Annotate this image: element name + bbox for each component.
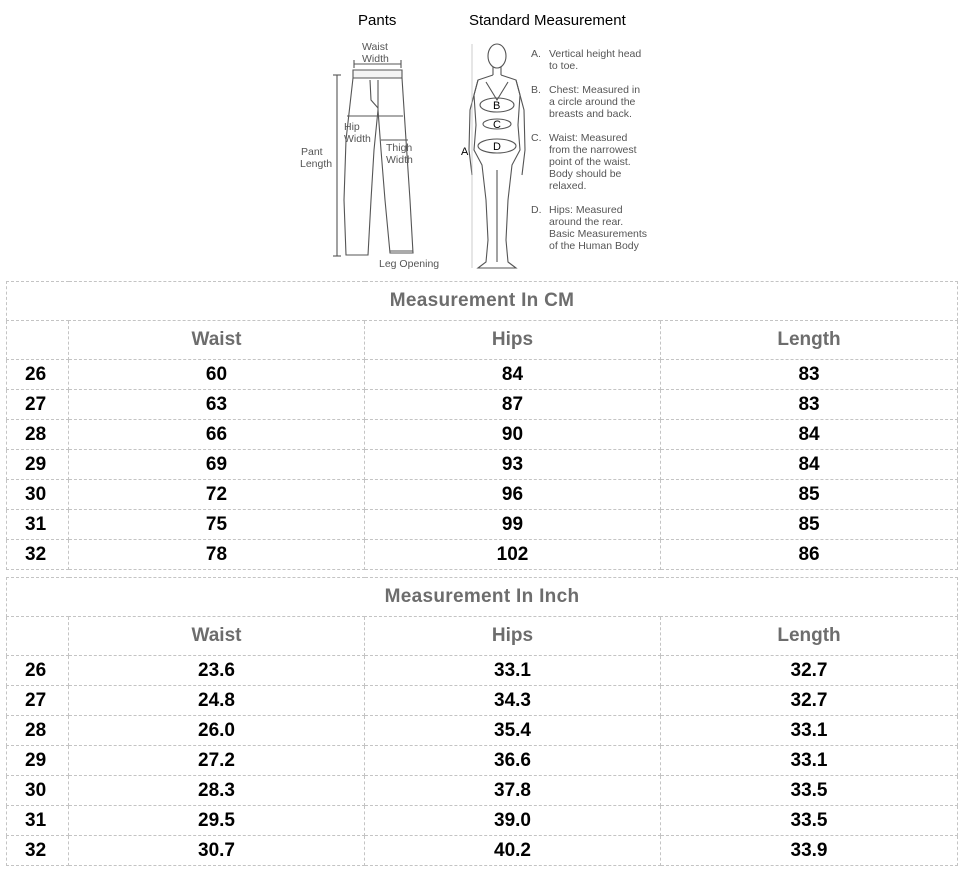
waist-width-label-line2: Width	[362, 53, 389, 65]
waist-cell: 75	[69, 510, 365, 540]
body-letter-a: A	[461, 146, 469, 158]
note-d-line3: Basic Measurements	[549, 228, 648, 240]
length-cell: 85	[661, 510, 958, 540]
length-cell: 33.1	[661, 746, 958, 776]
table-row	[7, 360, 958, 390]
waist-cell: 69	[69, 450, 365, 480]
hips-cell: 102	[365, 540, 661, 570]
table-row	[7, 480, 958, 510]
size-cell: 30	[7, 480, 69, 510]
header-size	[7, 321, 69, 360]
size-cell: 29	[7, 450, 69, 480]
note-c-line1: Waist: Measured	[549, 132, 628, 144]
note-d-letter: D.	[531, 204, 542, 216]
table-title-row	[7, 282, 958, 321]
note-c-line5: relaxed.	[549, 180, 587, 192]
note-c-letter: C.	[531, 132, 542, 144]
hips-cell: 93	[365, 450, 661, 480]
cm-size-table	[6, 281, 958, 570]
table-header-row	[7, 617, 958, 656]
waist-cell: 66	[69, 420, 365, 450]
hips-cell: 84	[365, 360, 661, 390]
table-row	[7, 390, 958, 420]
table-title: Measurement In Inch	[7, 578, 958, 617]
length-cell: 86	[661, 540, 958, 570]
hips-cell: 87	[365, 390, 661, 420]
waist-cell: 78	[69, 540, 365, 570]
length-cell: 83	[661, 360, 958, 390]
table-title-row	[7, 578, 958, 617]
table-row	[7, 836, 958, 866]
size-cell: 32	[7, 540, 69, 570]
header-waist: Waist	[69, 617, 365, 656]
waist-cell: 28.3	[69, 776, 365, 806]
hips-cell: 96	[365, 480, 661, 510]
waist-cell: 27.2	[69, 746, 365, 776]
pants-title: Pants	[358, 12, 397, 29]
note-a-line1: Vertical height head	[549, 48, 642, 60]
note-b-line2: a circle around the	[549, 96, 636, 108]
note-b-letter: B.	[531, 84, 541, 96]
header-hips: Hips	[365, 617, 661, 656]
header-length: Length	[661, 617, 958, 656]
size-cell: 30	[7, 776, 69, 806]
table-row	[7, 806, 958, 836]
waist-cell: 23.6	[69, 656, 365, 686]
body-letter-b: B	[493, 100, 501, 112]
length-cell: 84	[661, 450, 958, 480]
hips-cell: 36.6	[365, 746, 661, 776]
note-d-line4: of the Human Body	[549, 240, 639, 252]
length-cell: 85	[661, 480, 958, 510]
length-cell: 33.5	[661, 776, 958, 806]
header-size	[7, 617, 69, 656]
table-row	[7, 746, 958, 776]
hip-width-label-line2: Width	[344, 133, 371, 145]
size-cell: 27	[7, 390, 69, 420]
hips-cell: 33.1	[365, 656, 661, 686]
size-cell: 32	[7, 836, 69, 866]
hips-cell: 34.3	[365, 686, 661, 716]
waist-cell: 26.0	[69, 716, 365, 746]
size-cell: 29	[7, 746, 69, 776]
hips-cell: 37.8	[365, 776, 661, 806]
size-cell: 28	[7, 420, 69, 450]
body-letter-d: D	[493, 141, 501, 153]
size-cell: 31	[7, 806, 69, 836]
header-waist: Waist	[69, 321, 365, 360]
note-a-letter: A.	[531, 48, 541, 60]
size-cell: 26	[7, 360, 69, 390]
table-row	[7, 450, 958, 480]
length-cell: 33.1	[661, 716, 958, 746]
note-b-line1: Chest: Measured in	[549, 84, 641, 96]
waist-cell: 24.8	[69, 686, 365, 716]
inch-size-table	[6, 577, 958, 866]
illustration-svg	[0, 0, 962, 278]
table-row	[7, 420, 958, 450]
note-d-line1: Hips: Measured	[549, 204, 623, 216]
standard-measurement-title: Standard Measurement	[469, 12, 626, 29]
note-d-line2: around the rear.	[549, 216, 624, 228]
size-cell: 26	[7, 656, 69, 686]
table-header-row	[7, 321, 958, 360]
waist-cell: 60	[69, 360, 365, 390]
length-cell: 32.7	[661, 656, 958, 686]
hips-cell: 90	[365, 420, 661, 450]
waist-cell: 30.7	[69, 836, 365, 866]
waist-cell: 29.5	[69, 806, 365, 836]
body-letter-c: C	[493, 119, 501, 131]
measurement-illustration	[0, 0, 962, 278]
size-cell: 27	[7, 686, 69, 716]
hips-cell: 35.4	[365, 716, 661, 746]
table-title: Measurement In CM	[7, 282, 958, 321]
hip-width-label-line1: Hip	[344, 121, 360, 133]
hips-cell: 40.2	[365, 836, 661, 866]
length-cell: 83	[661, 390, 958, 420]
length-cell: 84	[661, 420, 958, 450]
note-a-line2: to toe.	[549, 60, 579, 72]
waist-cell: 72	[69, 480, 365, 510]
body-figure-drawing	[469, 44, 525, 268]
table-row	[7, 540, 958, 570]
table-row	[7, 656, 958, 686]
waist-width-label-line1: Waist	[362, 41, 388, 53]
note-c-line3: point of the waist.	[549, 156, 631, 168]
length-cell: 33.5	[661, 806, 958, 836]
pant-length-label-line1: Pant	[301, 146, 323, 158]
note-c-line2: from the narrowest	[549, 144, 637, 156]
measurement-notes	[531, 48, 647, 252]
length-cell: 32.7	[661, 686, 958, 716]
waist-cell: 63	[69, 390, 365, 420]
table-row	[7, 510, 958, 540]
note-b-line3: breasts and back.	[549, 108, 632, 120]
table-row	[7, 686, 958, 716]
size-cell: 28	[7, 716, 69, 746]
pant-length-label-line2: Length	[300, 158, 333, 170]
table-row	[7, 776, 958, 806]
header-hips: Hips	[365, 321, 661, 360]
header-length: Length	[661, 321, 958, 360]
note-c-line4: Body should be	[549, 168, 622, 180]
hips-cell: 39.0	[365, 806, 661, 836]
table-row	[7, 716, 958, 746]
size-cell: 31	[7, 510, 69, 540]
length-cell: 33.9	[661, 836, 958, 866]
leg-opening-label: Leg Opening	[379, 258, 440, 270]
thigh-width-label-line2: Width	[386, 154, 413, 166]
thigh-width-label-line1: Thigh	[386, 142, 413, 154]
hips-cell: 99	[365, 510, 661, 540]
